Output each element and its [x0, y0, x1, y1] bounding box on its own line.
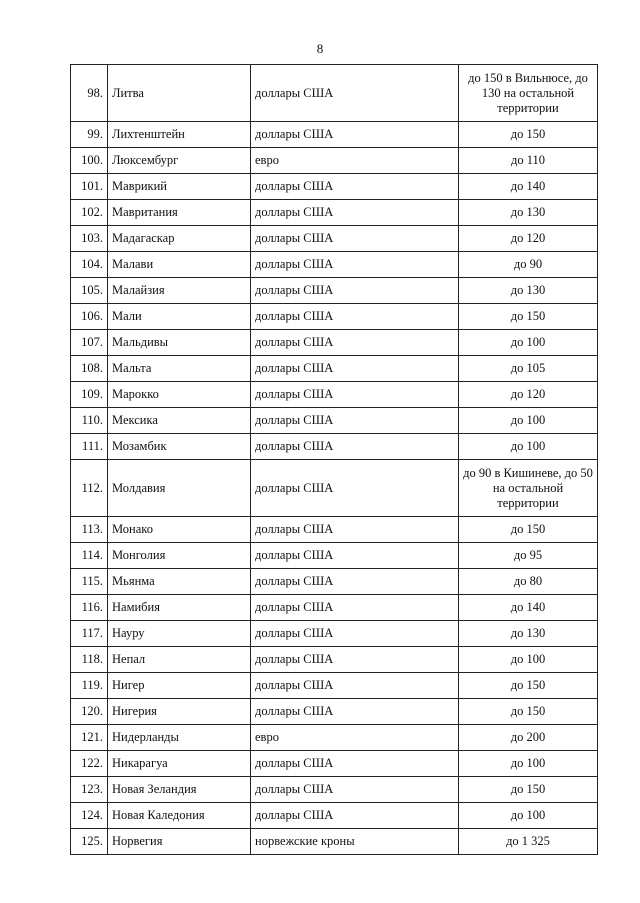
table-row: [71, 382, 598, 408]
table-row: [71, 673, 598, 699]
currency-cell: доллары США: [251, 803, 459, 829]
currency-cell: доллары США: [251, 517, 459, 543]
limit-cell: до 130: [459, 278, 598, 304]
country-cell: Норвегия: [108, 829, 251, 855]
row-number: 111.: [71, 434, 108, 460]
limit-cell: до 105: [459, 356, 598, 382]
currency-cell: доллары США: [251, 174, 459, 200]
limit-cell: до 130: [459, 200, 598, 226]
country-cell: Никарагуа: [108, 751, 251, 777]
country-cell: Нигерия: [108, 699, 251, 725]
country-cell: Мальдивы: [108, 330, 251, 356]
limit-cell: до 95: [459, 543, 598, 569]
row-number: 120.: [71, 699, 108, 725]
row-number: 103.: [71, 226, 108, 252]
table-row: [71, 174, 598, 200]
table-row: [71, 517, 598, 543]
country-cell: Мальта: [108, 356, 251, 382]
table-row: [71, 595, 598, 621]
country-cell: Нигер: [108, 673, 251, 699]
limit-cell: до 90: [459, 252, 598, 278]
country-cell: Марокко: [108, 382, 251, 408]
page-number: 8: [316, 41, 324, 56]
table-row: [71, 408, 598, 434]
allowance-table: [70, 64, 598, 855]
currency-cell: евро: [251, 725, 459, 751]
table-row: [71, 647, 598, 673]
country-cell: Молдавия: [108, 460, 251, 517]
row-number: 98.: [71, 65, 108, 122]
currency-cell: доллары США: [251, 278, 459, 304]
currency-cell: доллары США: [251, 330, 459, 356]
limit-cell: до 100: [459, 803, 598, 829]
table-row: [71, 226, 598, 252]
row-number: 119.: [71, 673, 108, 699]
limit-cell: до 150: [459, 122, 598, 148]
row-number: 108.: [71, 356, 108, 382]
limit-cell: до 200: [459, 725, 598, 751]
country-cell: Мозамбик: [108, 434, 251, 460]
limit-cell: до 150: [459, 304, 598, 330]
row-number: 123.: [71, 777, 108, 803]
currency-cell: доллары США: [251, 226, 459, 252]
limit-cell: до 120: [459, 382, 598, 408]
currency-cell: доллары США: [251, 252, 459, 278]
table-row: [71, 434, 598, 460]
limit-cell: до 150: [459, 699, 598, 725]
table-row: [71, 803, 598, 829]
limit-cell: до 100: [459, 330, 598, 356]
limit-cell: до 100: [459, 434, 598, 460]
currency-cell: доллары США: [251, 595, 459, 621]
country-cell: Лихтенштейн: [108, 122, 251, 148]
table-row: [71, 569, 598, 595]
country-cell: Маврикий: [108, 174, 251, 200]
country-cell: Нидерланды: [108, 725, 251, 751]
row-number: 110.: [71, 408, 108, 434]
limit-cell: до 100: [459, 647, 598, 673]
table-row: [71, 65, 598, 122]
row-number: 109.: [71, 382, 108, 408]
table-row: [71, 278, 598, 304]
row-number: 107.: [71, 330, 108, 356]
currency-cell: доллары США: [251, 460, 459, 517]
limit-cell: до 130: [459, 621, 598, 647]
row-number: 114.: [71, 543, 108, 569]
country-cell: Малави: [108, 252, 251, 278]
table-row: [71, 252, 598, 278]
currency-cell: доллары США: [251, 569, 459, 595]
country-cell: Науру: [108, 621, 251, 647]
row-number: 117.: [71, 621, 108, 647]
row-number: 125.: [71, 829, 108, 855]
table-row: [71, 148, 598, 174]
row-number: 124.: [71, 803, 108, 829]
table-row: [71, 699, 598, 725]
country-cell: Монголия: [108, 543, 251, 569]
table-row: [71, 330, 598, 356]
limit-cell: до 90 в Кишиневе, до 50 на остальной территории: [459, 460, 598, 517]
currency-cell: доллары США: [251, 65, 459, 122]
currency-cell: доллары США: [251, 356, 459, 382]
currency-cell: доллары США: [251, 382, 459, 408]
row-number: 112.: [71, 460, 108, 517]
limit-cell: до 1 325: [459, 829, 598, 855]
currency-cell: доллары США: [251, 621, 459, 647]
country-cell: Литва: [108, 65, 251, 122]
country-cell: Мали: [108, 304, 251, 330]
limit-cell: до 150: [459, 517, 598, 543]
currency-cell: норвежские кроны: [251, 829, 459, 855]
country-cell: Малайзия: [108, 278, 251, 304]
table-row: [71, 829, 598, 855]
country-cell: Непал: [108, 647, 251, 673]
currency-cell: доллары США: [251, 647, 459, 673]
currency-cell: доллары США: [251, 673, 459, 699]
table-row: [71, 122, 598, 148]
country-cell: Новая Зеландия: [108, 777, 251, 803]
table-row: [71, 460, 598, 517]
limit-cell: до 120: [459, 226, 598, 252]
limit-cell: до 150: [459, 777, 598, 803]
row-number: 116.: [71, 595, 108, 621]
row-number: 102.: [71, 200, 108, 226]
table-row: [71, 356, 598, 382]
limit-cell: до 150 в Вильнюсе, до 130 на остальной территории: [459, 65, 598, 122]
currency-cell: доллары США: [251, 434, 459, 460]
country-cell: Мадагаскар: [108, 226, 251, 252]
country-cell: Монако: [108, 517, 251, 543]
limit-cell: до 100: [459, 751, 598, 777]
table-row: [71, 777, 598, 803]
row-number: 99.: [71, 122, 108, 148]
limit-cell: до 150: [459, 673, 598, 699]
limit-cell: до 80: [459, 569, 598, 595]
country-cell: Мьянма: [108, 569, 251, 595]
country-cell: Люксембург: [108, 148, 251, 174]
country-cell: Мексика: [108, 408, 251, 434]
currency-cell: евро: [251, 148, 459, 174]
currency-cell: доллары США: [251, 543, 459, 569]
currency-cell: доллары США: [251, 777, 459, 803]
limit-cell: до 110: [459, 148, 598, 174]
row-number: 106.: [71, 304, 108, 330]
limit-cell: до 100: [459, 408, 598, 434]
country-cell: Новая Каледония: [108, 803, 251, 829]
table-row: [71, 304, 598, 330]
row-number: 121.: [71, 725, 108, 751]
table-row: [71, 725, 598, 751]
row-number: 100.: [71, 148, 108, 174]
row-number: 122.: [71, 751, 108, 777]
country-cell: Мавритания: [108, 200, 251, 226]
limit-cell: до 140: [459, 174, 598, 200]
limit-cell: до 140: [459, 595, 598, 621]
table-body: [71, 65, 598, 855]
table-row: [71, 751, 598, 777]
row-number: 105.: [71, 278, 108, 304]
country-cell: Намибия: [108, 595, 251, 621]
row-number: 115.: [71, 569, 108, 595]
currency-cell: доллары США: [251, 304, 459, 330]
currency-cell: доллары США: [251, 122, 459, 148]
currency-cell: доллары США: [251, 751, 459, 777]
table-row: [71, 200, 598, 226]
row-number: 118.: [71, 647, 108, 673]
currency-cell: доллары США: [251, 200, 459, 226]
row-number: 101.: [71, 174, 108, 200]
table-row: [71, 543, 598, 569]
currency-cell: доллары США: [251, 699, 459, 725]
currency-cell: доллары США: [251, 408, 459, 434]
row-number: 104.: [71, 252, 108, 278]
table-row: [71, 621, 598, 647]
row-number: 113.: [71, 517, 108, 543]
